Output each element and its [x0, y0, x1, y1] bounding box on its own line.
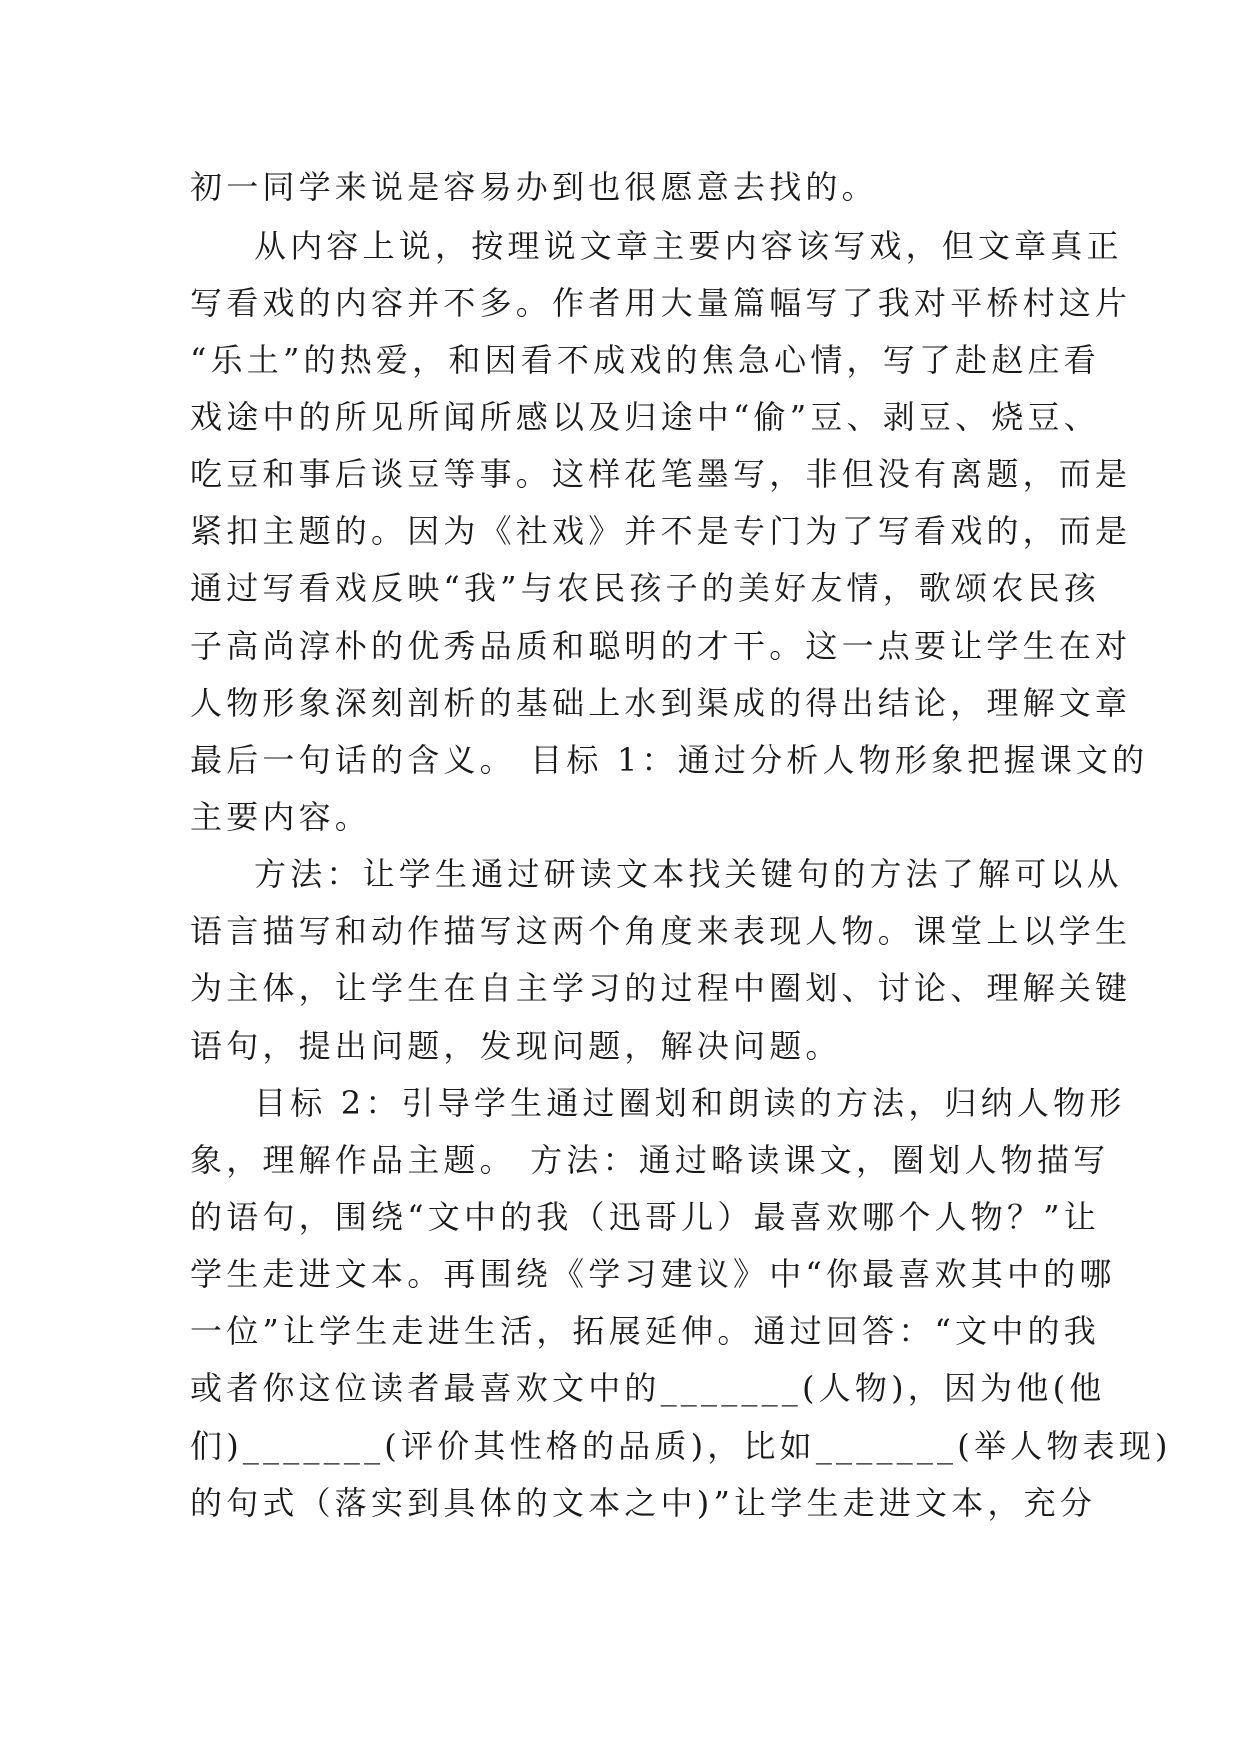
text-line: 通过写看戏反映“我”与农民孩子的美好友情，歌颂农民孩	[190, 569, 1100, 607]
text-line: 的语句，围绕“文中的我（迅哥儿）最喜欢哪个人物？”让	[190, 1198, 1100, 1236]
text-line: 一位”让学生走进生活，拓展延伸。通过回答：“文中的我	[190, 1312, 1100, 1350]
text-line: 为主体，让学生在自主学习的过程中圈划、讨论、理解关键	[190, 969, 1132, 1007]
text-line: 们)_______(评价其性格的品质)，比如_______(举人物表现)	[190, 1427, 1172, 1465]
text-line: 主要内容。	[190, 798, 372, 836]
text-line: 学生走进文本。再围绕《学习建议》中“你最喜欢其中的哪	[190, 1255, 1116, 1293]
paragraph-start-line: 从内容上说，按理说文章主要内容该写戏，但文章真正	[254, 227, 1123, 265]
text-line: 紧扣主题的。因为《社戏》并不是专门为了写看戏的，而是	[190, 512, 1132, 550]
text-line: 的句式（落实到具体的文本之中)”让学生走进文本，充分	[190, 1484, 1097, 1522]
text-line: 写看戏的内容并不多。作者用大量篇幅写了我对平桥村这片	[190, 284, 1132, 322]
text-line: 语言描写和动作描写这两个角度来表现人物。课堂上以学生	[190, 912, 1132, 950]
text-line: 吃豆和事后谈豆等事。这样花笔墨写，非但没有离题，而是	[190, 455, 1132, 493]
text-line: 语句，提出问题，发现问题，解决问题。	[190, 1027, 842, 1065]
text-line: 象，理解作品主题。 方法：通过略读课文，圈划人物描写	[190, 1141, 1110, 1179]
text-line: 初一同学来说是容易办到也很愿意去找的。	[190, 168, 878, 206]
text-line: 戏途中的所见所闻所感以及归途中“偷”豆、剥豆、烧豆、	[190, 398, 1100, 436]
text-line: 或者你这位读者最喜欢文中的_______(人物)，因为他(他	[190, 1369, 1106, 1407]
text-line: 子高尚淳朴的优秀品质和聪明的才干。这一点要让学生在对	[190, 627, 1132, 665]
text-line: 最后一句话的含义。 目标 1：通过分析人物形象把握课文的	[190, 741, 1149, 779]
text-line: 人物形象深刻剖析的基础上水到渠成的得出结论，理解文章	[190, 684, 1132, 722]
paragraph-start-line: 目标 2：引导学生通过圈划和朗读的方法，归纳人物形	[254, 1084, 1126, 1122]
text-line: “乐土”的热爱，和因看不成戏的焦急心情，写了赴赵庄看	[190, 341, 1100, 379]
paragraph-start-line: 方法：让学生通过研读文本找关键句的方法了解可以从	[254, 855, 1123, 893]
